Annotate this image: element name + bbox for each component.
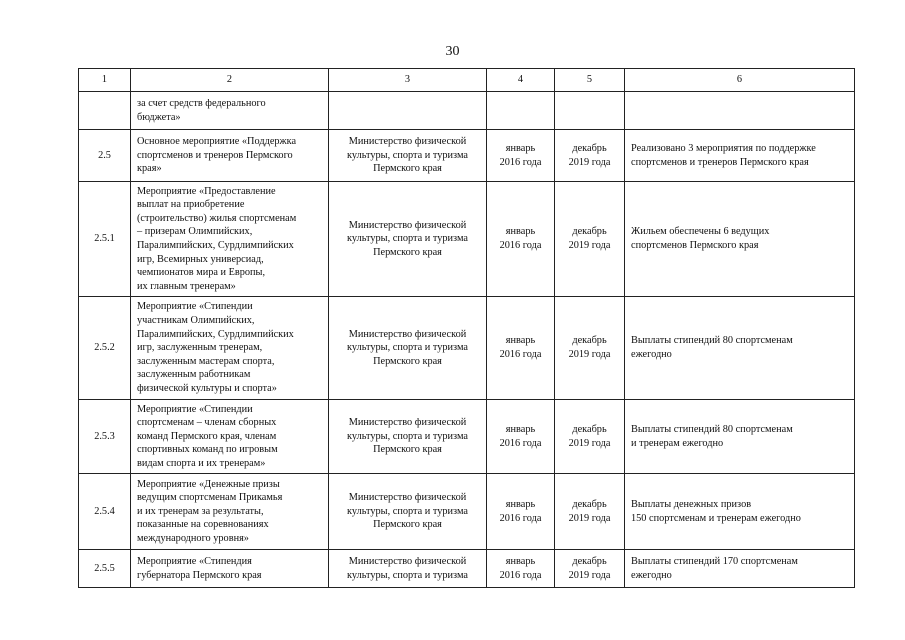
result: Выплаты стипендий 80 спортсменам и тренерам ежегодно bbox=[625, 400, 855, 474]
table-row bbox=[79, 474, 855, 550]
row-number: 2.5.5 bbox=[79, 550, 131, 588]
end-date: декабрь 2019 года bbox=[555, 130, 625, 182]
start-date: январь 2016 года bbox=[487, 182, 555, 297]
start-date: январь 2016 года bbox=[487, 550, 555, 588]
end-date: декабрь 2019 года bbox=[555, 400, 625, 474]
row-number: 2.5 bbox=[79, 130, 131, 182]
executor: Министерство физической культуры, спорта и туризма Пермского края bbox=[329, 474, 487, 550]
header-row bbox=[79, 69, 855, 92]
row-number: 2.5.3 bbox=[79, 400, 131, 474]
end-date: декабрь 2019 года bbox=[555, 297, 625, 400]
header-cell: 2 bbox=[131, 69, 329, 92]
result: Выплаты стипендий 80 спортсменам ежегодно bbox=[625, 297, 855, 400]
start-date bbox=[487, 92, 555, 130]
result bbox=[625, 92, 855, 130]
table-row bbox=[79, 182, 855, 297]
table-row bbox=[79, 92, 855, 130]
table-row bbox=[79, 550, 855, 588]
activity-name: Мероприятие «Стипендии спортсменам – членам сборных команд Пермского края, членам спортивных команд по игровым видам спорта и их тренерам» bbox=[131, 400, 329, 474]
header-cell: 3 bbox=[329, 69, 487, 92]
activity-name: Мероприятие «Денежные призы ведущим спортсменам Прикамья и их тренерам за результаты, показанные на соревнованиях международного уровня» bbox=[131, 474, 329, 550]
row-number: 2.5.1 bbox=[79, 182, 131, 297]
start-date: январь 2016 года bbox=[487, 130, 555, 182]
table-row bbox=[79, 130, 855, 182]
activity-name: Мероприятие «Предоставление выплат на приобретение (строительство) жилья спортсменам – призерам Олимпийских, Паралимпийских, Сурдлимпийских игр, Всемирных универсиад, чемпионатов мира и Европы, их главным тренерам» bbox=[131, 182, 329, 297]
executor: Министерство физической культуры, спорта и туризма Пермского края bbox=[329, 400, 487, 474]
header-cell: 5 bbox=[555, 69, 625, 92]
row-number bbox=[79, 92, 131, 130]
page-number: 30 bbox=[445, 44, 460, 59]
program-table bbox=[78, 68, 855, 588]
activity-name: за счет средств федерального бюджета» bbox=[131, 92, 329, 130]
header-cell: 1 bbox=[79, 69, 131, 92]
executor: Министерство физической культуры, спорта и туризма Пермского края bbox=[329, 182, 487, 297]
activity-name: Мероприятие «Стипендия губернатора Пермского края bbox=[131, 550, 329, 588]
end-date: декабрь 2019 года bbox=[555, 182, 625, 297]
end-date: декабрь 2019 года bbox=[555, 550, 625, 588]
row-number: 2.5.2 bbox=[79, 297, 131, 400]
header-cell: 6 bbox=[625, 69, 855, 92]
start-date: январь 2016 года bbox=[487, 474, 555, 550]
start-date: январь 2016 года bbox=[487, 400, 555, 474]
table-row bbox=[79, 297, 855, 400]
end-date: декабрь 2019 года bbox=[555, 474, 625, 550]
start-date: январь 2016 года bbox=[487, 297, 555, 400]
row-number: 2.5.4 bbox=[79, 474, 131, 550]
activity-name: Основное мероприятие «Поддержка спортсменов и тренеров Пермского края» bbox=[131, 130, 329, 182]
executor: Министерство физической культуры, спорта и туризма bbox=[329, 550, 487, 588]
result: Реализовано 3 мероприятия по поддержке спортсменов и тренеров Пермского края bbox=[625, 130, 855, 182]
executor: Министерство физической культуры, спорта и туризма Пермского края bbox=[329, 130, 487, 182]
table-row bbox=[79, 400, 855, 474]
result: Жильем обеспечены 6 ведущих спортсменов Пермского края bbox=[625, 182, 855, 297]
header-cell: 4 bbox=[487, 69, 555, 92]
executor: Министерство физической культуры, спорта и туризма Пермского края bbox=[329, 297, 487, 400]
executor bbox=[329, 92, 487, 130]
end-date bbox=[555, 92, 625, 130]
result: Выплаты стипендий 170 спортсменам ежегодно bbox=[625, 550, 855, 588]
result: Выплаты денежных призов 150 спортсменам и тренерам ежегодно bbox=[625, 474, 855, 550]
activity-name: Мероприятие «Стипендии участникам Олимпийских, Паралимпийских, Сурдлимпийских игр, заслуженным тренерам, заслуженным мастерам спорта, заслуженным работникам физической культуры и спорта» bbox=[131, 297, 329, 400]
